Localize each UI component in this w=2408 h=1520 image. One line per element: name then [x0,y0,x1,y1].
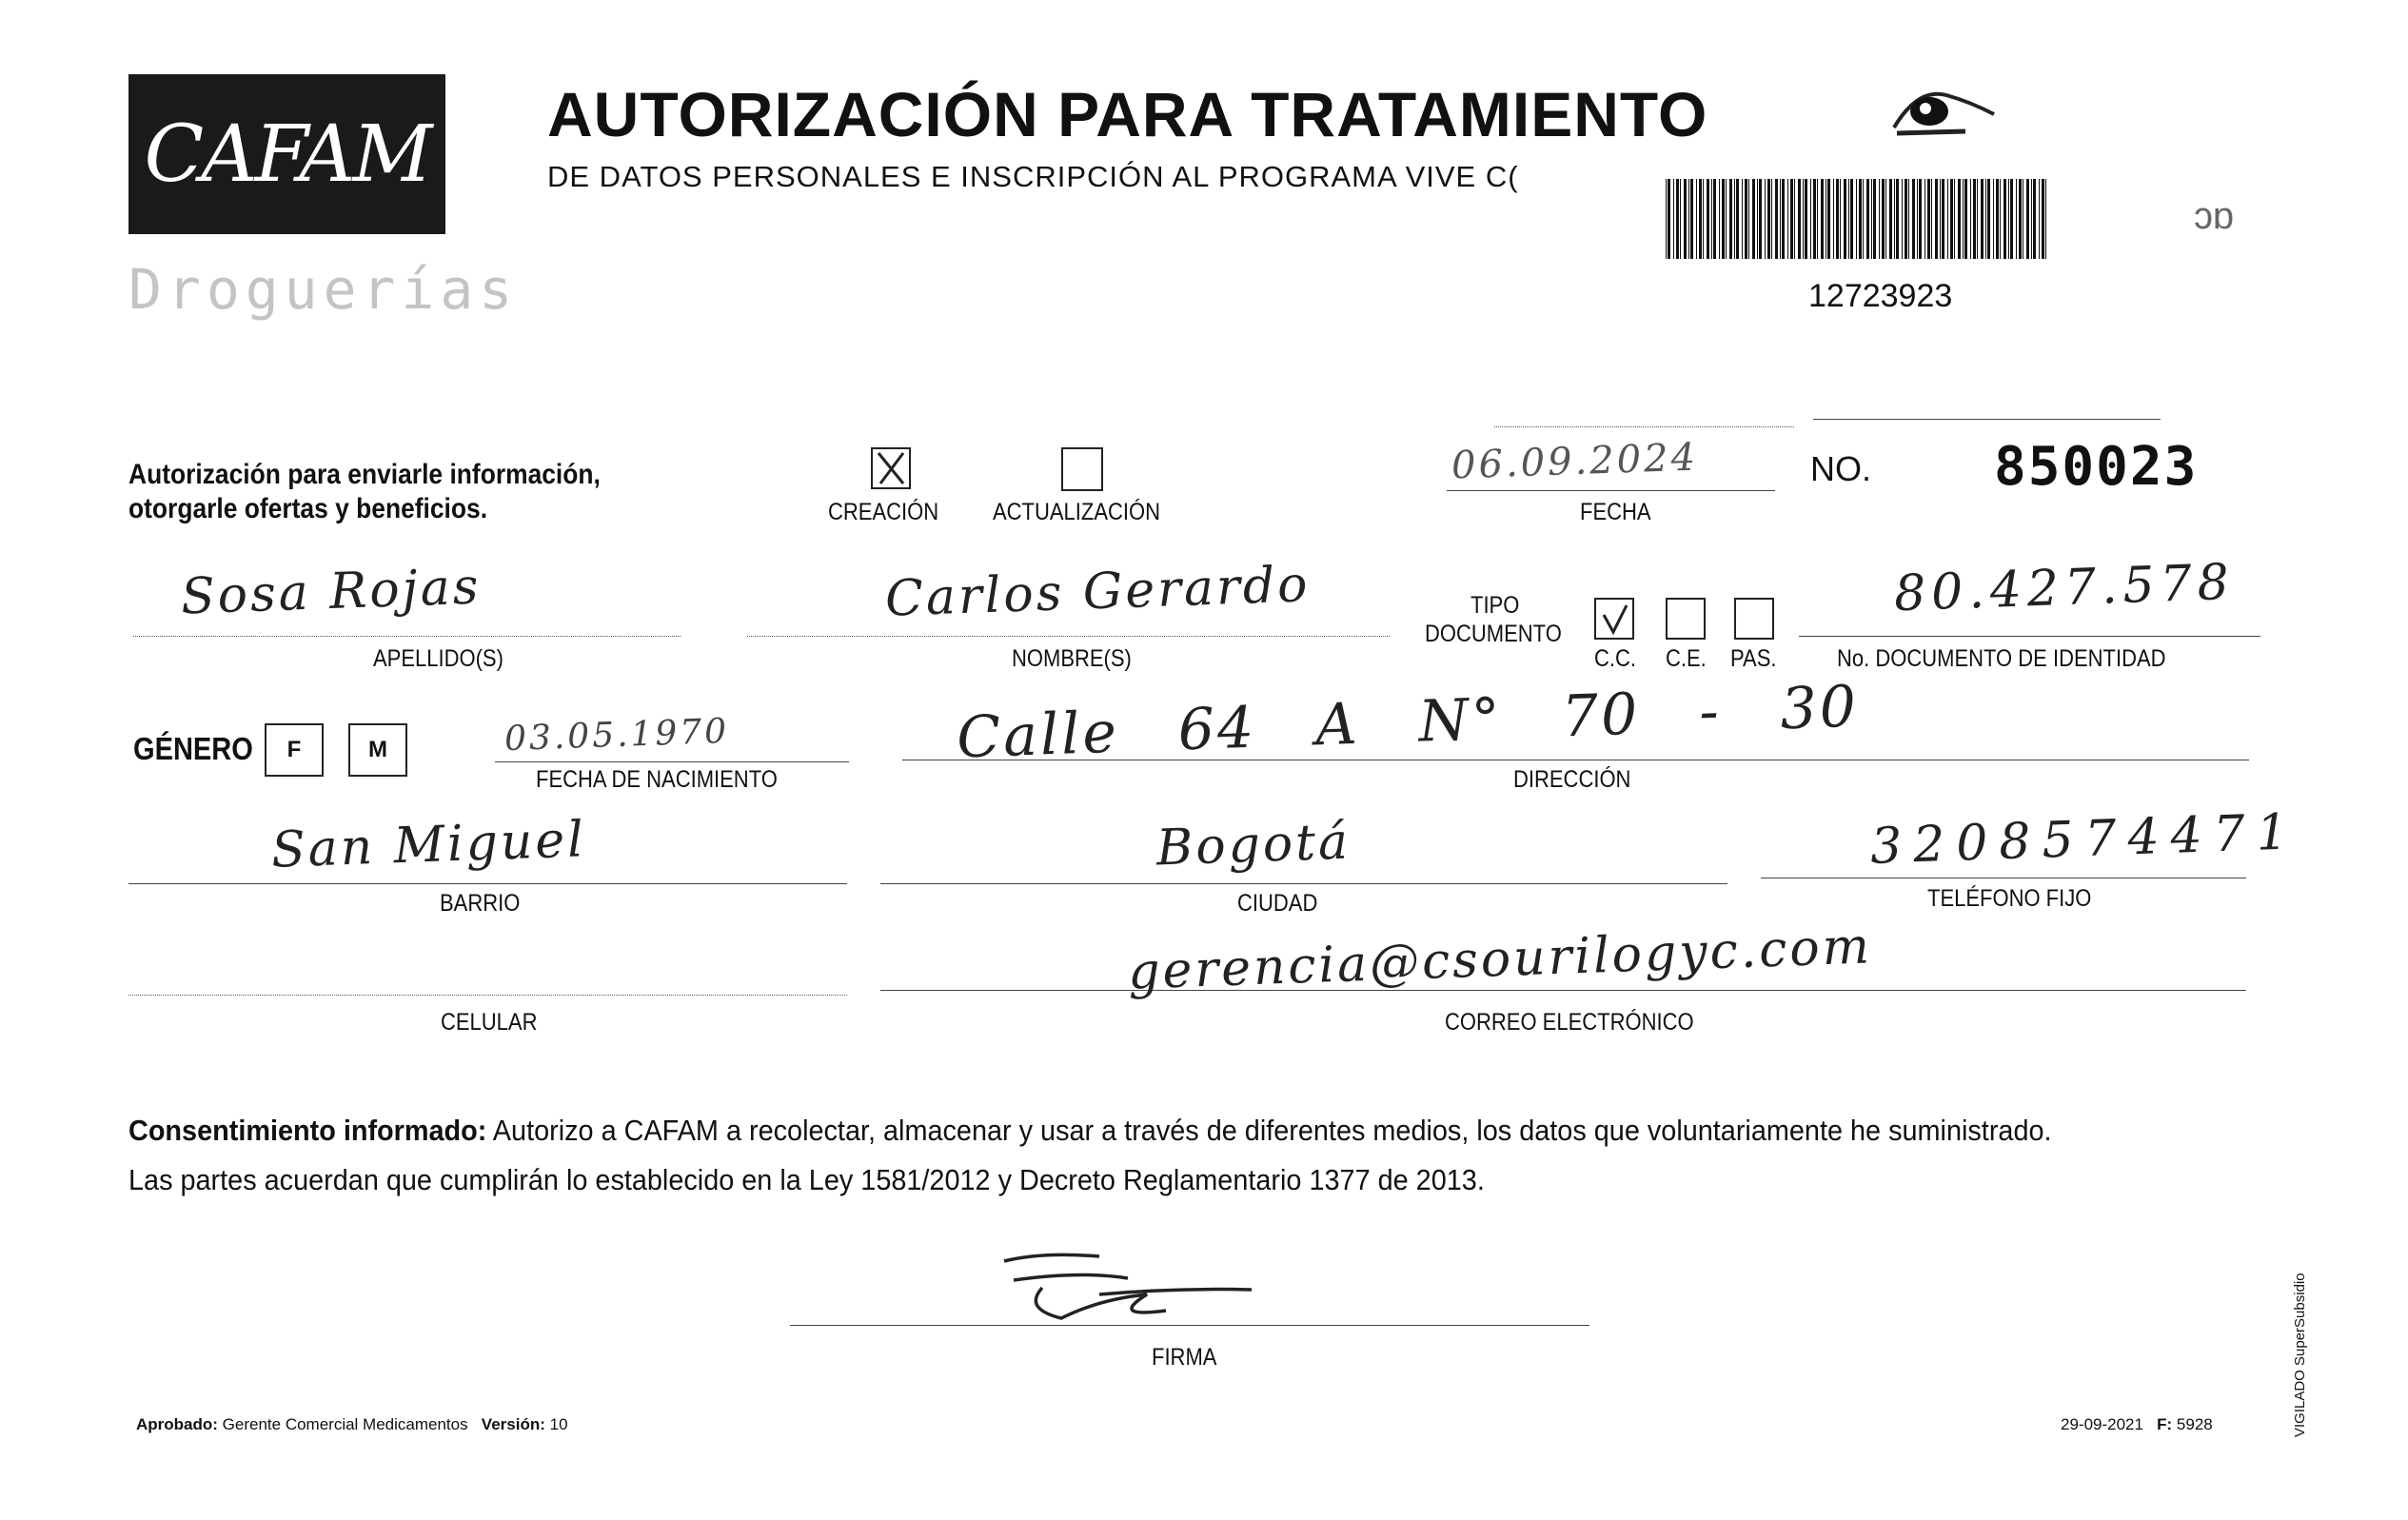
check-mark-icon [873,449,909,487]
logo-subtitle: Droguerías [128,257,519,322]
version-value: 10 [549,1415,568,1433]
barcode-bar [2042,179,2044,259]
actualizacion-label: ACTUALIZACIÓN [993,499,1161,525]
barcode-bar [1919,179,1922,259]
barcode-bar [1711,179,1712,259]
version-label: Versión: [481,1415,545,1433]
genero-m-label: M [368,737,387,762]
barcode-bar [1848,179,1849,259]
barcode-bar [1680,179,1681,259]
barcode-bar [1863,179,1864,259]
no-label: NO. [1810,449,1872,488]
barcode-bar [1798,179,1801,259]
barcode-bar [1827,179,1830,259]
apellidos-label: APELLIDO(S) [373,645,503,672]
barcode-bar [1908,179,1909,259]
barcode-bar [2008,179,2009,259]
correo-value: gerencia@csourilogyc.com [1127,918,1873,1001]
barcode-bar [1942,179,1944,259]
barcode-bar [1821,179,1824,259]
barcode-bar [1734,179,1735,259]
barcode-bar [1752,179,1755,259]
barcode-bar [1748,179,1749,259]
barcode-bar [1940,179,1941,259]
ciudad-label: CIUDAD [1237,890,1318,917]
barcode-bar [1889,179,1892,259]
barcode-bar [1896,179,1899,259]
barcode-bar [1935,179,1938,259]
barcode-bar [1713,179,1716,259]
barcode-bar [1964,179,1967,259]
cc-label: C.C. [1594,645,1636,672]
barcode-bar [2000,179,2001,259]
barcode-bar [1780,179,1781,259]
barcode-bar [1736,179,1739,259]
barcode-bar [1856,179,1857,259]
barcode-bar [1668,179,1670,259]
genero-label: GÉNERO [133,731,253,766]
barcode-number: 12723923 [1808,278,1953,314]
barcode-bar [1996,179,1999,259]
eye-icon [1889,69,2013,140]
folio-number: 850023 [1994,436,2199,498]
fecha-value: 06.09.2024 [1451,435,1699,488]
barcode-bar [1787,179,1788,259]
barcode-bar [2026,179,2029,259]
barcode-bar [1775,179,1778,259]
creacion-checkbox[interactable] [871,447,911,489]
barcode-bar [1950,179,1953,259]
barcode-bar [1805,179,1807,259]
nombres-label: NOMBRE(S) [1012,645,1132,672]
barcode-bar [2045,179,2046,259]
barcode-bar [1729,179,1732,259]
corner-mark: ɔɒ [2194,195,2235,237]
barcode-bar [1902,179,1903,259]
barcode-bar [1981,179,1984,259]
authorization-text-2: otorgarle ofertas y beneficios. [128,493,488,524]
barcode-bar [1873,179,1876,259]
document-title: AUTORIZACIÓN PARA TRATAMIENTO [547,79,1708,149]
barcode-bar [1790,179,1793,259]
tipo-documento-label-2: DOCUMENTO [1425,621,1562,647]
barcode-bar [1879,179,1880,259]
barcode-bar [1745,179,1747,259]
consent-heading: Consentimiento informado: [128,1114,487,1147]
cafam-logo [128,74,445,234]
telefono-value: 3208574471 [1869,803,2300,876]
barcode-bar [1703,179,1704,259]
telefono-label: TELÉFONO FIJO [1927,885,2092,912]
document-subtitle: DE DATOS PERSONALES E INSCRIPCIÓN AL PROGRAMA VIVE C( [547,160,1519,193]
consent-line-2: Las partes acuerdan que cumplirán lo establecido en la Ley 1581/2012 y Decreto Reglamentario 1377 de 2013. [128,1163,1485,1196]
barcode-bar [1866,179,1869,259]
barcode-bar [1885,179,1886,259]
nombres-value: Carlos Gerardo [884,556,1312,628]
footer-date: 29-09-2021 [2061,1415,2143,1433]
barcode-bar [2016,179,2017,259]
direccion-label: DIRECCIÓN [1513,766,1631,793]
barcode-bar [1726,179,1727,259]
barcode-bar [1859,179,1862,259]
barcode-bar [1927,179,1930,259]
barcode-bar [1684,179,1687,259]
barcode-bar [1782,179,1785,259]
barcode-bar [1759,179,1762,259]
barcode-bar [1767,179,1770,259]
barcode-bar [1707,179,1709,259]
fecha-label: FECHA [1580,499,1651,525]
barcode-bar [1676,179,1679,259]
barcode-bar [1690,179,1693,259]
barcode-bar [1958,179,1961,259]
pas-label: PAS. [1730,645,1777,672]
barcode-bar [1985,179,1986,259]
logo-text: CAFAM [144,109,430,200]
barcode-bar [1871,179,1872,259]
consent-line-1 [128,1114,2052,1148]
barcode-bar [2033,179,2036,259]
form-code-label: F: [2157,1415,2173,1433]
barcode-bar [1765,179,1766,259]
barcode-bar [1699,179,1702,259]
fecha-nacimiento-label: FECHA DE NACIMIENTO [536,766,778,793]
aprobado-label: Aprobado: [136,1415,218,1433]
barcode-bar [1850,179,1853,259]
barcode-bar [1833,179,1834,259]
celular-label: CELULAR [441,1009,538,1036]
consent-text-1: Autorizo a CAFAM a recolectar, almacenar y usar a través de diferentes medios, los datos que voluntariamente he suministrado. [492,1114,2052,1147]
barcode-bar [1912,179,1915,259]
barrio-value: San Miguel [270,811,587,879]
footer-right [2061,1415,2213,1434]
barcode-bar [1844,179,1846,259]
barcode-bar [1905,179,1907,259]
documento-value: 80.427.578 [1893,553,2236,623]
barcode-bar [1719,179,1720,259]
ce-label: C.E. [1666,645,1707,672]
documento-label: No. DOCUMENTO DE IDENTIDAD [1837,645,2166,672]
barcode-bar [1757,179,1758,259]
genero-f-label: F [286,737,302,762]
barcode-bar [1673,179,1674,259]
barcode-bar [1722,179,1725,259]
apellidos-value: Sosa Rojas [180,558,483,626]
genero-f-checkbox[interactable] [265,723,324,777]
barcode-bar [1894,179,1895,259]
cc-checkbox[interactable] [1594,598,1634,640]
fecha-nacimiento-value: 03.05.1970 [503,711,730,760]
form-code-value: 5928 [2176,1415,2213,1433]
barcode-bar [1803,179,1804,259]
barcode-bar [1688,179,1689,259]
barcode-bar [1924,179,1925,259]
genero-m-checkbox[interactable] [348,723,407,777]
correo-label: CORREO ELECTRÓNICO [1445,1009,1694,1036]
barcode-bar [2010,179,2013,259]
barcode-bar [1813,179,1816,259]
barcode-bar [1954,179,1955,259]
barcode-bar [2019,179,2022,259]
barcode-bar [1882,179,1885,259]
authorization-text-1: Autorización para enviarle información, [128,459,601,490]
barcode-bar [1794,179,1795,259]
actualizacion-checkbox[interactable] [1061,447,1103,491]
barcode-bar [1810,179,1811,259]
check-mark-icon [1596,600,1632,638]
footer-left [136,1415,568,1434]
barcode-bar [1666,179,1667,259]
barcode-bar [1963,179,1964,259]
barcode [1666,179,2051,259]
barcode-bar [1973,179,1976,259]
tipo-documento-label-1: TIPO [1470,592,1520,619]
barcode-bar [1987,179,1990,259]
vigilado-note: VIGILADO SuperSubsidio [2292,1273,2308,1437]
barcode-bar [1771,179,1772,259]
barcode-bar [2039,179,2040,259]
firma-label: FIRMA [1152,1344,1217,1371]
barcode-bar [1977,179,1978,259]
creacion-label: CREACIÓN [828,499,939,525]
barcode-bar [1993,179,1994,259]
barcode-bar [2003,179,2006,259]
barcode-bar [2031,179,2032,259]
aprobado-value: Gerente Comercial Medicamentos [222,1415,468,1433]
barcode-bar [1836,179,1839,259]
barcode-bar [1817,179,1818,259]
barcode-bar [1742,179,1743,259]
barcode-bar [1917,179,1918,259]
barcode-bar [1931,179,1932,259]
direccion-value: Calle 64 A N° 70 - 30 [956,673,1861,772]
barcode-bar [1696,179,1697,259]
signature-mark [985,1242,1271,1337]
ciudad-value: Bogotá [1155,813,1352,878]
ce-checkbox[interactable] [1666,598,1706,640]
barcode-bar [1840,179,1841,259]
barcode-bar [1947,179,1948,259]
barrio-label: BARRIO [440,890,521,917]
barcode-bar [1970,179,1971,259]
pas-checkbox[interactable] [1734,598,1774,640]
